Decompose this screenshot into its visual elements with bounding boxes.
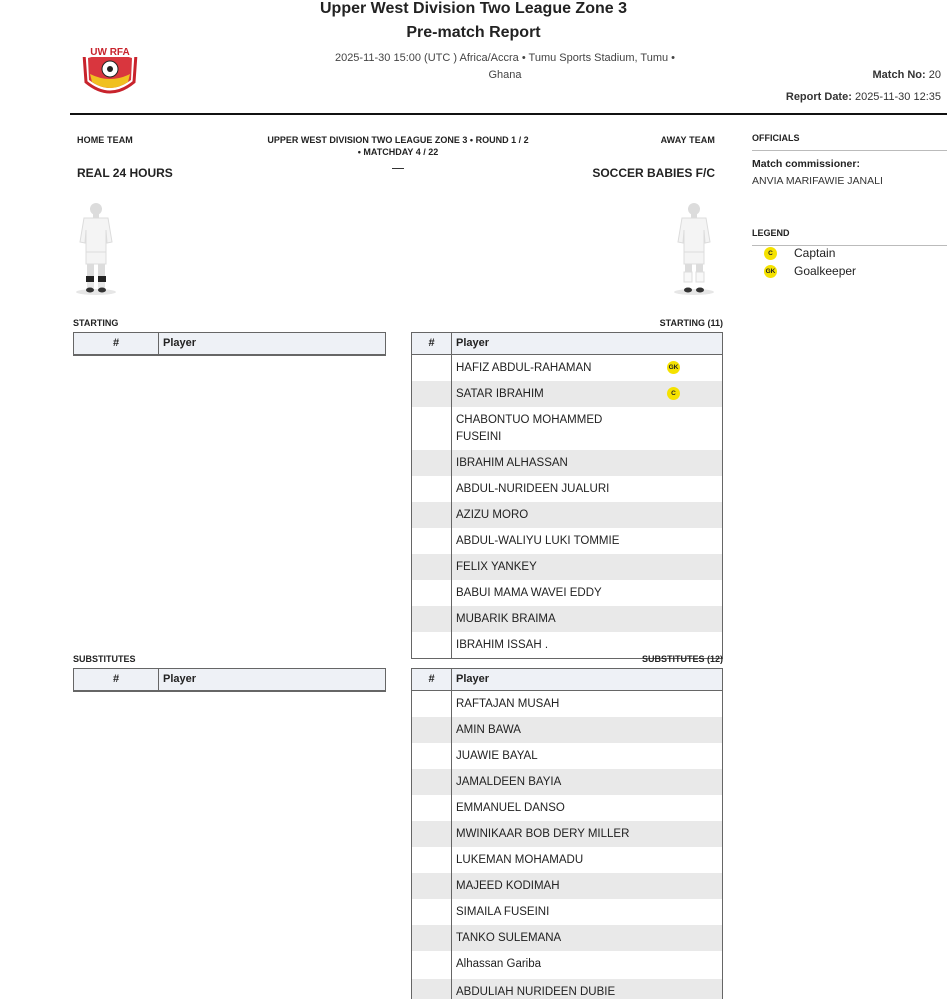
home-team-name: REAL 24 HOURS	[77, 166, 173, 180]
away-substitutes-label: SUBSTITUTES (12)	[641, 654, 723, 664]
player-name: RAFTAJAN MUSAH	[456, 698, 560, 710]
col-player-header: Player	[163, 673, 197, 685]
legend-heading: LEGEND	[752, 228, 947, 246]
match-number-label: Match No:	[872, 69, 926, 81]
shirt-number	[412, 847, 452, 873]
shirt-number	[412, 979, 452, 999]
col-number-header: #	[412, 333, 452, 354]
score-dash	[392, 168, 404, 169]
match-country: Ghana	[488, 69, 522, 81]
player-name: EMMANUEL DANSO	[456, 802, 565, 814]
away-team-label: AWAY TEAM	[660, 135, 715, 145]
legend-goalkeeper	[764, 264, 856, 278]
match-number-value: 20	[928, 69, 941, 81]
officials-heading: OFFICIALS	[752, 133, 947, 151]
table-row	[412, 847, 722, 873]
table-row	[412, 691, 722, 717]
home-kit-icon	[74, 200, 118, 296]
player-name: MAJEED KODIMAH	[456, 880, 560, 892]
shirt-number	[412, 554, 452, 580]
shirt-number	[412, 606, 452, 632]
shirt-number	[412, 717, 452, 743]
table-row	[412, 476, 722, 502]
player-name: IBRAHIM ISSAH .	[456, 639, 549, 651]
table-body	[412, 355, 722, 658]
shirt-number	[412, 691, 452, 717]
goalkeeper-badge-icon: GK	[667, 361, 680, 374]
player-name: ABDULIAH NURIDEEN DUBIE	[456, 986, 616, 998]
table-header	[74, 333, 385, 355]
home-starting-label: STARTING	[73, 318, 119, 328]
report-subtitle: Pre-match Report	[406, 24, 541, 41]
table-row	[412, 528, 722, 554]
player-name: LUKEMAN MOHAMADU	[456, 854, 584, 866]
player-name: Alhassan Gariba	[456, 958, 542, 970]
legend-captain	[764, 246, 835, 260]
table-row	[412, 606, 722, 632]
legend-goalkeeper-label: Goalkeeper	[794, 264, 857, 278]
col-player-header: Player	[163, 337, 197, 349]
shirt-number	[412, 381, 452, 407]
header-divider	[70, 113, 947, 115]
report-title: Upper West Division Two League Zone 3	[319, 0, 627, 17]
table-row	[412, 743, 722, 769]
federation-logo	[76, 44, 144, 102]
home-team-label: HOME TEAM	[77, 135, 133, 145]
shirt-number	[412, 528, 452, 554]
report-date-label: Report Date:	[785, 91, 852, 103]
table-row	[412, 502, 722, 528]
player-name: JAMALDEEN BAYIA	[456, 776, 562, 788]
shirt-number	[412, 450, 452, 476]
home-substitutes-table	[73, 668, 386, 692]
table-row	[412, 821, 722, 847]
player-name: FELIX YANKEY	[456, 561, 537, 573]
match-meta-line: 2025-11-30 15:00 (UTC ) Africa/Accra • Tumu Sports Stadium, Tumu •	[334, 52, 676, 64]
away-starting-label: STARTING (11)	[659, 318, 723, 328]
commissioner-label: Match commissioner:	[752, 158, 860, 170]
shirt-number	[412, 951, 452, 979]
shirt-number	[412, 821, 452, 847]
col-player-header: Player	[456, 337, 490, 349]
player-name: HAFIZ ABDUL-RAHAMAN	[456, 362, 592, 374]
legend-captain-label: Captain	[794, 246, 836, 260]
round-line: UPPER WEST DIVISION TWO LEAGUE ZONE 3 • ROUND 1 / 2	[267, 135, 529, 145]
player-name: CHABONTUO MOHAMMED FUSEINI	[456, 414, 603, 443]
away-kit-icon	[672, 200, 716, 296]
table-header	[74, 669, 385, 691]
player-name: SATAR IBRAHIM	[456, 388, 544, 400]
player-name: AMIN BAWA	[456, 724, 521, 736]
col-number-header: #	[74, 669, 159, 690]
table-row	[412, 450, 722, 476]
player-name: SIMAILA FUSEINI	[456, 906, 550, 918]
shirt-number	[412, 355, 452, 381]
round-info	[240, 134, 556, 158]
matchday-line: • MATCHDAY 4 / 22	[357, 147, 439, 157]
table-row	[412, 899, 722, 925]
shirt-number	[412, 407, 452, 450]
table-row	[412, 795, 722, 821]
table-body	[412, 691, 722, 999]
player-name: TANKO SULEMANA	[456, 932, 562, 944]
table-row	[412, 925, 722, 951]
player-name: AZIZU MORO	[456, 509, 529, 521]
table-row	[412, 580, 722, 606]
table-row	[412, 554, 722, 580]
shirt-number	[412, 743, 452, 769]
report-date	[786, 91, 941, 103]
table-row	[412, 979, 722, 999]
shirt-number	[412, 873, 452, 899]
away-team-name: SOCCER BABIES F/C	[592, 166, 715, 180]
table-row	[412, 381, 722, 407]
away-substitutes-table	[411, 668, 723, 999]
table-row	[412, 951, 722, 979]
captain-badge-icon: C	[667, 387, 680, 400]
shirt-number	[412, 899, 452, 925]
table-row	[412, 355, 722, 381]
commissioner-name: ANVIA MARIFAWIE JANALI	[752, 175, 883, 187]
captain-badge-icon: C	[764, 247, 777, 260]
table-row	[412, 717, 722, 743]
shirt-number	[412, 502, 452, 528]
player-name: MUBARIK BRAIMA	[456, 613, 556, 625]
home-starting-table	[73, 332, 386, 356]
shirt-number	[412, 580, 452, 606]
player-name: IBRAHIM ALHASSAN	[456, 457, 568, 469]
shirt-number	[412, 632, 452, 658]
col-player-header: Player	[456, 673, 490, 685]
col-number-header: #	[412, 669, 452, 690]
player-name: ABDUL-WALIYU LUKI TOMMIE	[456, 535, 620, 547]
logo-text: UW RFA	[90, 47, 130, 58]
goalkeeper-badge-icon: GK	[764, 265, 777, 278]
shirt-number	[412, 769, 452, 795]
player-name: BABUI MAMA WAVEI EDDY	[456, 587, 602, 599]
table-header	[412, 669, 722, 691]
shirt-number	[412, 795, 452, 821]
shirt-number	[412, 476, 452, 502]
home-substitutes-label: SUBSTITUTES	[73, 654, 136, 664]
player-name: JUAWIE BAYAL	[456, 750, 538, 762]
player-name: ABDUL-NURIDEEN JUALURI	[456, 483, 610, 495]
col-number-header: #	[74, 333, 159, 354]
player-name: MWINIKAAR BOB DERY MILLER	[456, 828, 630, 840]
table-row	[412, 873, 722, 899]
report-date-value: 2025-11-30 12:35	[854, 91, 941, 103]
match-number	[873, 69, 941, 81]
table-row	[412, 769, 722, 795]
away-starting-table	[411, 332, 723, 659]
table-row	[412, 407, 722, 450]
shirt-number	[412, 925, 452, 951]
table-header	[412, 333, 722, 355]
